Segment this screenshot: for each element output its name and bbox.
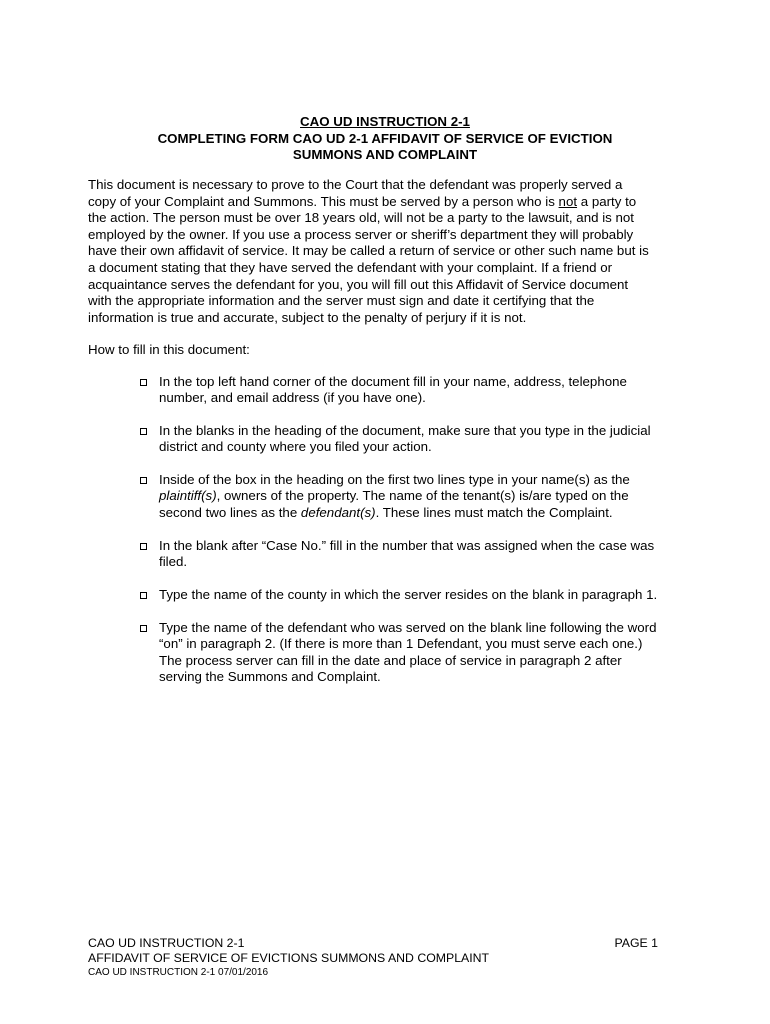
page-footer bbox=[88, 936, 658, 979]
bullet-line: Inside of the box in the heading on the first two lines type in your name(s) as the bbox=[159, 472, 630, 487]
checkbox-bullet-icon bbox=[140, 592, 147, 599]
emphasis-defendants: defendant(s) bbox=[300, 504, 376, 520]
checkbox-bullet-icon bbox=[140, 543, 147, 550]
title-line-3: SUMMONS AND COMPLAINT bbox=[292, 147, 478, 162]
bullet-line bbox=[159, 488, 630, 504]
intro-line: This document is necessary to prove to the Court that the defendant was properly served a bbox=[88, 177, 623, 192]
checkbox-bullet-icon bbox=[140, 428, 147, 435]
intro-line: with the appropriate information and the server must sign and date it certifying that the bbox=[88, 293, 595, 309]
footer-line-1: CAO UD INSTRUCTION 2-1 bbox=[88, 936, 245, 950]
intro-line: the action. The person must be over 18 years old, will not be a party to the lawsuit, and is not bbox=[88, 210, 634, 226]
bullet-line: The process server can fill in the date and place of service in paragraph 2 after bbox=[159, 652, 622, 668]
bullet-line: “on” in paragraph 2. (If there is more than 1 Defendant, you must serve each one.) bbox=[159, 636, 643, 652]
bullet-line: filed. bbox=[159, 554, 188, 570]
emphasis-not: not bbox=[558, 193, 578, 209]
bullet-line: In the blank after “Case No.” fill in the number that was assigned when the case was bbox=[159, 538, 655, 553]
bullet-line: In the blanks in the heading of the document, make sure that you type in the judicial bbox=[159, 423, 651, 438]
bullet-text: , owners of the property. The name of the tenant(s) is/are typed on the bbox=[216, 488, 629, 504]
bullet-text: . These lines must match the Complaint. bbox=[375, 504, 613, 520]
checkbox-bullet-icon bbox=[140, 625, 147, 632]
title-line-1: CAO UD INSTRUCTION 2-1 bbox=[300, 114, 470, 129]
intro-paragraph bbox=[88, 177, 688, 326]
intro-text: copy of your Complaint and Summons. This must be served by a person who is bbox=[88, 193, 559, 209]
bullet-text: second two lines as the bbox=[159, 504, 301, 520]
intro-line: have their own affidavit of service. It may be called a return of service or other such name but is bbox=[88, 243, 649, 259]
bullet-line: district and county where you filed your action. bbox=[159, 439, 432, 455]
intro-line: a document stating that they have served the defendant with your complaint. If a friend or bbox=[88, 259, 613, 275]
title-line-2: COMPLETING FORM CAO UD 2-1 AFFIDAVIT OF SERVICE OF EVICTION bbox=[157, 130, 613, 146]
bullet-line: In the top left hand corner of the document fill in your name, address, telephone bbox=[159, 374, 627, 389]
emphasis-plaintiffs: plaintiff(s) bbox=[159, 488, 217, 504]
intro-line: acquaintance serves the defendant for you, you will fill out this Affidavit of Service document bbox=[88, 276, 629, 292]
bullet-line: Type the name of the county in which the server resides on the blank in paragraph 1. bbox=[159, 587, 658, 602]
bullet-line: number, and email address (if you have one). bbox=[159, 390, 426, 406]
checkbox-bullet-icon bbox=[140, 379, 147, 386]
intro-line: information is true and accurate, subject to the penalty of perjury if it is not. bbox=[88, 309, 527, 325]
how-to-heading: How to fill in this document: bbox=[88, 342, 250, 357]
page-number: PAGE 1 bbox=[614, 936, 658, 950]
document-title bbox=[0, 114, 770, 164]
intro-line: employed by the owner. If you use a process server or sheriff’s department they will probably bbox=[88, 226, 634, 242]
intro-line bbox=[88, 194, 688, 211]
intro-text: a party to bbox=[577, 193, 637, 209]
footer-line-3: CAO UD INSTRUCTION 2-1 07/01/2016 bbox=[88, 967, 269, 978]
footer-line-2: AFFIDAVIT OF SERVICE OF EVICTIONS SUMMONS AND COMPLAINT bbox=[88, 951, 490, 965]
bullet-line bbox=[159, 505, 630, 521]
bullet-line: Type the name of the defendant who was served on the blank line following the word bbox=[159, 620, 657, 635]
bullet-line: serving the Summons and Complaint. bbox=[159, 669, 381, 685]
checkbox-bullet-icon bbox=[140, 477, 147, 484]
